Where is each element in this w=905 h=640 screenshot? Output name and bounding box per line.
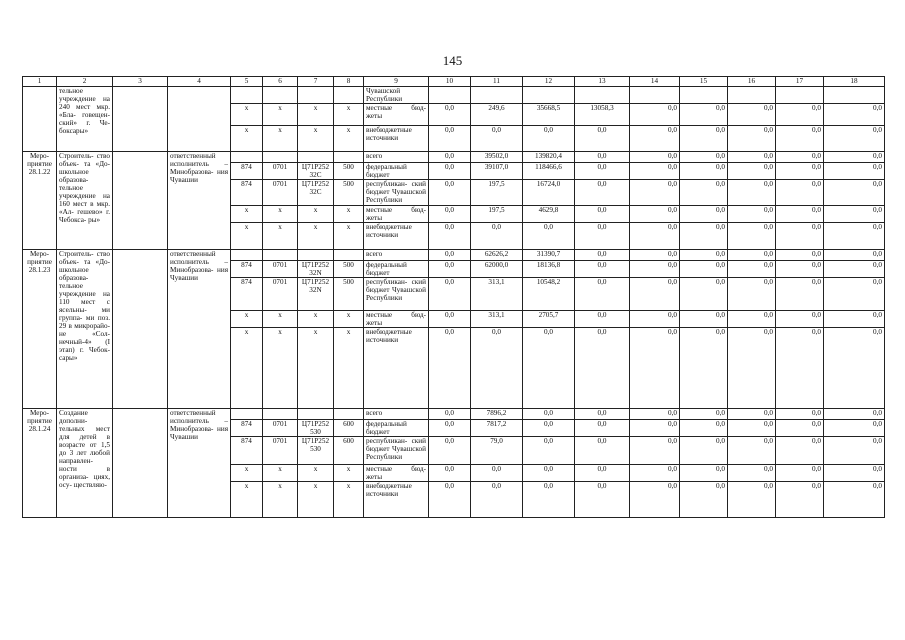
amount-cell: 0,0 <box>471 126 523 152</box>
amount-cell: 0,0 <box>824 482 885 518</box>
budget-code-c5 <box>231 250 263 261</box>
amount-cell: 0,0 <box>680 206 728 223</box>
amount-cell: 0,0 <box>630 163 680 180</box>
amount-cell: 313,1 <box>471 278 523 311</box>
amount-cell: 0,0 <box>575 152 630 163</box>
budget-code-c6: x <box>263 206 298 223</box>
empty-column-3-cell <box>113 250 168 409</box>
amount-cell: 0,0 <box>523 126 575 152</box>
budget-code-c6 <box>263 409 298 420</box>
amount-cell: 0,0 <box>824 180 885 206</box>
amount-cell: 31390,7 <box>523 250 575 261</box>
amount-cell: 0,0 <box>429 482 471 518</box>
budget-code-c8: 500 <box>334 180 364 206</box>
amount-cell: 0,0 <box>728 126 776 152</box>
amount-cell: 0,0 <box>824 126 885 152</box>
amount-cell: 4629,8 <box>523 206 575 223</box>
amount-cell <box>630 87 680 104</box>
budget-code-c6: 0701 <box>263 163 298 180</box>
amount-cell: 0,0 <box>630 482 680 518</box>
amount-cell <box>523 87 575 104</box>
amount-cell: 249,6 <box>471 104 523 126</box>
amount-cell: 0,0 <box>776 126 824 152</box>
budget-code-c8 <box>334 409 364 420</box>
amount-cell: 62000,0 <box>471 261 523 278</box>
budget-code-c5: 874 <box>231 437 263 465</box>
amount-cell: 62626,2 <box>471 250 523 261</box>
amount-cell <box>776 87 824 104</box>
amount-cell: 0,0 <box>575 311 630 328</box>
amount-cell: 0,0 <box>575 278 630 311</box>
amount-cell: 0,0 <box>680 261 728 278</box>
budget-code-c7: x <box>298 223 334 250</box>
amount-cell: 0,0 <box>776 311 824 328</box>
amount-cell: 79,0 <box>471 437 523 465</box>
amount-cell: 0,0 <box>429 261 471 278</box>
amount-cell: 0,0 <box>429 250 471 261</box>
amount-cell: 0,0 <box>680 152 728 163</box>
amount-cell: 0,0 <box>429 311 471 328</box>
funding-source-cell: внебюджетные источники <box>364 223 429 250</box>
amount-cell: 10548,2 <box>523 278 575 311</box>
amount-cell: 35668,5 <box>523 104 575 126</box>
budget-code-c8: 500 <box>334 163 364 180</box>
budget-code-c7 <box>298 152 334 163</box>
amount-cell: 0,0 <box>680 278 728 311</box>
amount-cell: 0,0 <box>680 126 728 152</box>
budget-code-c8: x <box>334 482 364 518</box>
amount-cell: 0,0 <box>575 328 630 409</box>
amount-cell: 118466,6 <box>523 163 575 180</box>
budget-code-c6: 0701 <box>263 420 298 437</box>
object-name-cell: тельное учреждение на 240 мест мкр. «Бла- говещен- ский» г. Че- боксары» <box>57 87 113 152</box>
budget-code-c8: x <box>334 104 364 126</box>
budget-code-c5: x <box>231 328 263 409</box>
budget-table <box>22 76 885 518</box>
budget-code-c6 <box>263 250 298 261</box>
amount-cell: 0,0 <box>824 328 885 409</box>
amount-cell: 0,0 <box>728 261 776 278</box>
amount-cell: 0,0 <box>680 437 728 465</box>
amount-cell: 139820,4 <box>523 152 575 163</box>
budget-code-c7: Ц71Р252 530 <box>298 437 334 465</box>
amount-cell: 0,0 <box>429 126 471 152</box>
budget-code-c7: Ц71Р252 32С <box>298 180 334 206</box>
amount-cell: 0,0 <box>728 465 776 482</box>
amount-cell: 0,0 <box>680 250 728 261</box>
funding-source-cell: республикан- ский бюджет Чувашской Республики <box>364 278 429 311</box>
amount-cell: 0,0 <box>824 104 885 126</box>
budget-code-c7: x <box>298 465 334 482</box>
funding-source-cell: федеральный бюджет <box>364 261 429 278</box>
amount-cell: 0,0 <box>471 223 523 250</box>
amount-cell: 0,0 <box>824 437 885 465</box>
budget-code-c6 <box>263 87 298 104</box>
budget-code-c7: Ц71Р252 32N <box>298 261 334 278</box>
amount-cell: 0,0 <box>630 180 680 206</box>
amount-cell: 0,0 <box>776 104 824 126</box>
budget-code-c5: 874 <box>231 180 263 206</box>
amount-cell: 0,0 <box>630 420 680 437</box>
empty-column-3-cell <box>113 152 168 250</box>
amount-cell: 0,0 <box>429 420 471 437</box>
budget-code-c6 <box>263 152 298 163</box>
amount-cell: 0,0 <box>776 180 824 206</box>
funding-source-cell: Чувашской Республики <box>364 87 429 104</box>
executor-cell: ответственный исполнитель – Минобразова- ния Чувашии <box>168 250 231 409</box>
amount-cell: 0,0 <box>824 311 885 328</box>
amount-cell: 0,0 <box>776 482 824 518</box>
amount-cell <box>680 87 728 104</box>
amount-cell: 0,0 <box>680 465 728 482</box>
amount-cell: 0,0 <box>680 482 728 518</box>
budget-code-c6: x <box>263 482 298 518</box>
amount-cell: 39502,0 <box>471 152 523 163</box>
amount-cell: 0,0 <box>471 328 523 409</box>
amount-cell: 39107,0 <box>471 163 523 180</box>
budget-code-c8: x <box>334 465 364 482</box>
amount-cell: 0,0 <box>630 278 680 311</box>
table-row <box>23 409 885 420</box>
budget-code-c7: x <box>298 482 334 518</box>
amount-cell: 0,0 <box>728 311 776 328</box>
column-number-11: 11 <box>471 77 523 87</box>
budget-code-c5: 874 <box>231 261 263 278</box>
budget-code-c8: x <box>334 126 364 152</box>
amount-cell: 0,0 <box>728 278 776 311</box>
column-number-1: 1 <box>23 77 57 87</box>
amount-cell: 0,0 <box>429 223 471 250</box>
column-number-6: 6 <box>263 77 298 87</box>
amount-cell: 0,0 <box>680 409 728 420</box>
funding-source-cell: местные бюд- жеты <box>364 465 429 482</box>
amount-cell: 0,0 <box>824 409 885 420</box>
amount-cell: 0,0 <box>429 104 471 126</box>
amount-cell: 0,0 <box>575 163 630 180</box>
budget-code-c7: x <box>298 328 334 409</box>
budget-code-c8 <box>334 152 364 163</box>
amount-cell: 0,0 <box>776 152 824 163</box>
budget-code-c5: x <box>231 223 263 250</box>
amount-cell: 0,0 <box>680 163 728 180</box>
amount-cell: 0,0 <box>728 420 776 437</box>
empty-column-3-cell <box>113 409 168 518</box>
budget-code-c8: 600 <box>334 420 364 437</box>
amount-cell: 0,0 <box>429 328 471 409</box>
amount-cell: 7817,2 <box>471 420 523 437</box>
amount-cell: 0,0 <box>523 482 575 518</box>
amount-cell: 0,0 <box>575 126 630 152</box>
amount-cell: 0,0 <box>630 261 680 278</box>
funding-source-cell: внебюджетные источники <box>364 126 429 152</box>
event-cell: Меро- приятие 28.1.24 <box>23 409 57 518</box>
budget-code-c8: x <box>334 223 364 250</box>
amount-cell: 0,0 <box>575 223 630 250</box>
amount-cell: 0,0 <box>728 482 776 518</box>
column-number-5: 5 <box>231 77 263 87</box>
amount-cell: 0,0 <box>728 152 776 163</box>
column-number-3: 3 <box>113 77 168 87</box>
event-cell: Меро- приятие 28.1.22 <box>23 152 57 250</box>
column-number-2: 2 <box>57 77 113 87</box>
funding-source-cell: республикан- ский бюджет Чувашской Республики <box>364 437 429 465</box>
funding-source-cell: местные бюд- жеты <box>364 311 429 328</box>
budget-code-c7: Ц71Р252 530 <box>298 420 334 437</box>
event-cell <box>23 87 57 152</box>
amount-cell: 0,0 <box>824 278 885 311</box>
budget-code-c7: x <box>298 206 334 223</box>
budget-code-c8: x <box>334 206 364 223</box>
column-number-15: 15 <box>680 77 728 87</box>
amount-cell: 0,0 <box>471 482 523 518</box>
amount-cell: 197,5 <box>471 206 523 223</box>
executor-cell: ответственный исполнитель – Минобразова- ния Чувашии <box>168 409 231 518</box>
amount-cell: 0,0 <box>680 311 728 328</box>
column-number-16: 16 <box>728 77 776 87</box>
amount-cell: 0,0 <box>471 465 523 482</box>
amount-cell: 0,0 <box>429 465 471 482</box>
budget-code-c8: 500 <box>334 261 364 278</box>
amount-cell <box>429 87 471 104</box>
amount-cell: 0,0 <box>630 311 680 328</box>
amount-cell: 0,0 <box>630 104 680 126</box>
budget-code-c6: x <box>263 328 298 409</box>
executor-cell <box>168 87 231 152</box>
amount-cell: 0,0 <box>824 250 885 261</box>
amount-cell: 0,0 <box>429 437 471 465</box>
budget-code-c7: Ц71Р252 32N <box>298 278 334 311</box>
budget-code-c8 <box>334 250 364 261</box>
amount-cell: 0,0 <box>429 409 471 420</box>
budget-code-c8: 600 <box>334 437 364 465</box>
budget-code-c7: x <box>298 126 334 152</box>
amount-cell: 0,0 <box>630 126 680 152</box>
budget-code-c7 <box>298 409 334 420</box>
budget-code-c8: 500 <box>334 278 364 311</box>
funding-source-cell: республикан- ский бюджет Чувашской Республики <box>364 180 429 206</box>
executor-cell: ответственный исполнитель – Минобразова- ния Чувашии <box>168 152 231 250</box>
amount-cell: 0,0 <box>728 250 776 261</box>
amount-cell: 0,0 <box>776 223 824 250</box>
amount-cell: 0,0 <box>630 152 680 163</box>
amount-cell: 0,0 <box>630 206 680 223</box>
amount-cell: 0,0 <box>728 206 776 223</box>
amount-cell: 0,0 <box>776 328 824 409</box>
amount-cell: 0,0 <box>728 409 776 420</box>
amount-cell <box>575 87 630 104</box>
budget-code-c5: x <box>231 206 263 223</box>
budget-code-c6: 0701 <box>263 278 298 311</box>
empty-column-3-cell <box>113 87 168 152</box>
amount-cell: 0,0 <box>523 328 575 409</box>
amount-cell: 0,0 <box>776 278 824 311</box>
table-row <box>23 152 885 163</box>
budget-code-c7 <box>298 250 334 261</box>
amount-cell: 16724,0 <box>523 180 575 206</box>
amount-cell: 0,0 <box>824 163 885 180</box>
amount-cell: 0,0 <box>523 437 575 465</box>
amount-cell: 0,0 <box>824 152 885 163</box>
amount-cell: 0,0 <box>680 328 728 409</box>
amount-cell: 0,0 <box>680 180 728 206</box>
budget-code-c5: x <box>231 311 263 328</box>
amount-cell: 0,0 <box>523 420 575 437</box>
budget-code-c7: Ц71Р252 32С <box>298 163 334 180</box>
object-name-cell: Строитель- ство объек- та «До- школьное образова- тельное учреждение на 110 мест с ясельны- ми группа- ми поз. 29 в микрорайо- не «Сол- нечный-4» (I этап) г. Чебок- сары» <box>57 250 113 409</box>
column-number-9: 9 <box>364 77 429 87</box>
column-number-7: 7 <box>298 77 334 87</box>
budget-code-c5 <box>231 152 263 163</box>
budget-code-c6: x <box>263 311 298 328</box>
column-number-18: 18 <box>824 77 885 87</box>
amount-cell: 0,0 <box>630 223 680 250</box>
funding-source-cell: всего <box>364 152 429 163</box>
budget-code-c5 <box>231 87 263 104</box>
budget-code-c8: x <box>334 311 364 328</box>
page-number: 145 <box>442 53 463 68</box>
amount-cell: 7896,2 <box>471 409 523 420</box>
amount-cell: 0,0 <box>776 420 824 437</box>
amount-cell: 0,0 <box>728 328 776 409</box>
amount-cell: 0,0 <box>728 104 776 126</box>
budget-code-c5: 874 <box>231 278 263 311</box>
column-number-12: 12 <box>523 77 575 87</box>
amount-cell: 0,0 <box>630 328 680 409</box>
amount-cell: 0,0 <box>429 278 471 311</box>
amount-cell: 0,0 <box>630 409 680 420</box>
column-number-10: 10 <box>429 77 471 87</box>
amount-cell: 0,0 <box>728 180 776 206</box>
budget-code-c6: x <box>263 126 298 152</box>
amount-cell: 2705,7 <box>523 311 575 328</box>
amount-cell: 0,0 <box>630 465 680 482</box>
amount-cell: 0,0 <box>429 152 471 163</box>
budget-code-c6: 0701 <box>263 261 298 278</box>
amount-cell: 0,0 <box>776 206 824 223</box>
amount-cell: 0,0 <box>429 163 471 180</box>
budget-code-c8 <box>334 87 364 104</box>
amount-cell: 0,0 <box>630 437 680 465</box>
amount-cell: 0,0 <box>575 420 630 437</box>
budget-code-c6: x <box>263 223 298 250</box>
object-name-cell: Строитель- ство объек- та «До- школьное образова- тельное учреждение на 160 мест в мкр. «Ал- гешево» г. Чебокса- ры» <box>57 152 113 250</box>
table-row <box>23 87 885 104</box>
amount-cell: 0,0 <box>680 104 728 126</box>
budget-code-c5: x <box>231 482 263 518</box>
funding-source-cell: внебюджетные источники <box>364 328 429 409</box>
amount-cell: 0,0 <box>728 437 776 465</box>
amount-cell: 0,0 <box>575 180 630 206</box>
amount-cell: 18136,8 <box>523 261 575 278</box>
funding-source-cell: местные бюд- жеты <box>364 206 429 223</box>
column-number-17: 17 <box>776 77 824 87</box>
amount-cell: 0,0 <box>776 261 824 278</box>
amount-cell: 0,0 <box>776 437 824 465</box>
budget-code-c7 <box>298 87 334 104</box>
amount-cell: 0,0 <box>523 409 575 420</box>
amount-cell: 0,0 <box>776 465 824 482</box>
funding-source-cell: всего <box>364 409 429 420</box>
budget-code-c5: 874 <box>231 163 263 180</box>
column-number-13: 13 <box>575 77 630 87</box>
object-name-cell: Создание дополни- тельных мест для детей в возрасте от 1,5 до 3 лет любой направлен- ности в организа- циях, осу- ществляю- <box>57 409 113 518</box>
amount-cell: 0,0 <box>776 409 824 420</box>
amount-cell: 0,0 <box>824 206 885 223</box>
amount-cell: 0,0 <box>824 261 885 278</box>
column-number-row <box>23 77 885 87</box>
amount-cell: 0,0 <box>776 250 824 261</box>
funding-source-cell: федеральный бюджет <box>364 420 429 437</box>
amount-cell: 0,0 <box>575 482 630 518</box>
amount-cell: 0,0 <box>824 223 885 250</box>
amount-cell: 0,0 <box>824 420 885 437</box>
column-number-14: 14 <box>630 77 680 87</box>
budget-code-c6: x <box>263 465 298 482</box>
amount-cell: 0,0 <box>575 409 630 420</box>
amount-cell: 0,0 <box>523 465 575 482</box>
amount-cell: 0,0 <box>575 250 630 261</box>
table-row <box>23 250 885 261</box>
funding-source-cell: внебюджетные источники <box>364 482 429 518</box>
funding-source-cell: местные бюд- жеты <box>364 104 429 126</box>
amount-cell: 13058,3 <box>575 104 630 126</box>
amount-cell: 0,0 <box>575 437 630 465</box>
amount-cell <box>728 87 776 104</box>
amount-cell: 0,0 <box>824 465 885 482</box>
budget-code-c5: x <box>231 465 263 482</box>
column-number-8: 8 <box>334 77 364 87</box>
budget-code-c5 <box>231 409 263 420</box>
amount-cell: 0,0 <box>429 206 471 223</box>
budget-code-c6: 0701 <box>263 437 298 465</box>
amount-cell: 0,0 <box>630 250 680 261</box>
amount-cell: 313,1 <box>471 311 523 328</box>
budget-code-c6: 0701 <box>263 180 298 206</box>
amount-cell: 0,0 <box>776 163 824 180</box>
amount-cell: 0,0 <box>680 223 728 250</box>
amount-cell: 0,0 <box>680 420 728 437</box>
funding-source-cell: федеральный бюджет <box>364 163 429 180</box>
budget-code-c5: 874 <box>231 420 263 437</box>
amount-cell: 0,0 <box>523 223 575 250</box>
amount-cell: 0,0 <box>728 163 776 180</box>
budget-code-c5: x <box>231 104 263 126</box>
budget-code-c8: x <box>334 328 364 409</box>
funding-source-cell: всего <box>364 250 429 261</box>
amount-cell: 0,0 <box>575 206 630 223</box>
budget-code-c6: x <box>263 104 298 126</box>
amount-cell: 197,5 <box>471 180 523 206</box>
budget-code-c7: x <box>298 311 334 328</box>
amount-cell: 0,0 <box>429 180 471 206</box>
amount-cell: 0,0 <box>575 261 630 278</box>
amount-cell: 0,0 <box>728 223 776 250</box>
amount-cell: 0,0 <box>575 465 630 482</box>
budget-code-c7: x <box>298 104 334 126</box>
column-number-4: 4 <box>168 77 231 87</box>
event-cell: Меро- приятие 28.1.23 <box>23 250 57 409</box>
budget-code-c5: x <box>231 126 263 152</box>
amount-cell <box>471 87 523 104</box>
amount-cell <box>824 87 885 104</box>
